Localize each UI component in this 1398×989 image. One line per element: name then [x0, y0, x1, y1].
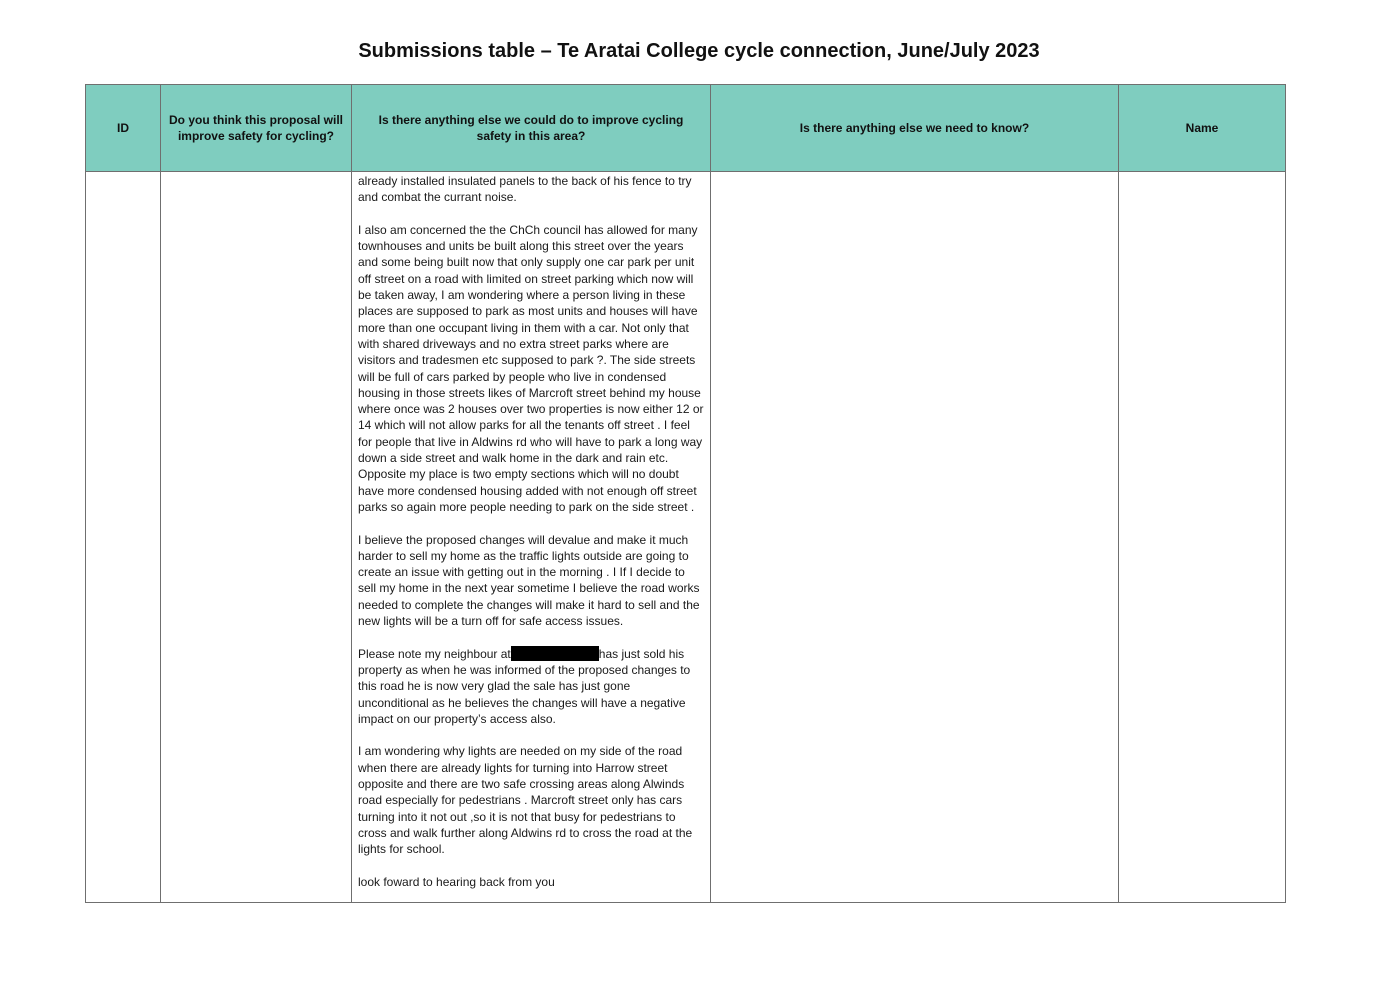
improve-paragraph: already installed insulated panels to the back of his fence to try and combat the currant noise. [358, 174, 692, 205]
neighbour-text-after: has just sold his property as when he was informed of the proposed changes to this road he is now very glad the sale has just gone unconditional as he believes the changes will have a negative impact on our property’s access also. [358, 646, 691, 726]
table-header-row [86, 85, 1286, 172]
neighbour-paragraph [358, 646, 704, 727]
cell-name [1119, 172, 1286, 903]
table-row [86, 172, 1286, 903]
improve-paragraph: I also am concerned the the ChCh council has allowed for many townhouses and units be built along this street over the years and some being built now that only supply one car park per unit off street on a road with limited on street parking which now will be taken away, I am wondering where a person living in these places are supposed to park as most units and houses will have more than one occupant living in them with a car. Not only that with shared driveways and no extra street parks where are visitors and tradesmen etc supposed to park ?. The side streets will be full of cars parked by people who live in condensed housing in those streets likes of Marcroft street behind my house where once was 2 houses over two properties is now either 12 or 14 which will not allow parks for all the tenants off street . I feel for people that live in Aldwins rd who will have to park a long way down a side street and walk home in the dark and rain etc. Opposite my place is two empty sections which will no doubt have more condensed housing added with not enough off street parks so again more people needing to park on the side street . [358, 222, 704, 514]
cell-id [86, 172, 161, 903]
header-improve: Is there anything else we could do to improve cycling safety in this area? [352, 85, 711, 172]
cell-know [711, 172, 1119, 903]
header-safety: Do you think this proposal will improve safety for cycling? [161, 85, 352, 172]
header-name: Name [1119, 85, 1286, 172]
page-title: Submissions table – Te Aratai College cycle connection, June/July 2023 [358, 40, 1040, 62]
header-id: ID [86, 85, 161, 172]
cell-safety [161, 172, 352, 903]
cell-improve [352, 172, 711, 903]
improve-paragraph: I believe the proposed changes will devalue and make it much harder to sell my home as the traffic lights outside are going to create an issue with getting out in the morning . I If I decide to sell my home in the next year sometime I believe the road works needed to complete the changes will make it hard to sell and the new lights will be a turn off for safe access issues. [358, 532, 700, 629]
improve-paragraph: look foward to hearing back from you [358, 874, 555, 889]
header-know: Is there anything else we need to know? [711, 85, 1119, 172]
neighbour-text-before: Please note my neighbour at [358, 646, 511, 661]
submissions-table [85, 84, 1286, 903]
improve-paragraph: I am wondering why lights are needed on my side of the road when there are already lights for turning into Harrow street opposite and there are two safe crossing areas along Alwinds road especially for pedestrians . Marcroft street only has cars turning into it not out ,so it is not that busy for pedestrians to cross and walk further along Aldwins rd to cross the road at the lights for school. [358, 744, 693, 857]
redaction-box [511, 646, 599, 661]
